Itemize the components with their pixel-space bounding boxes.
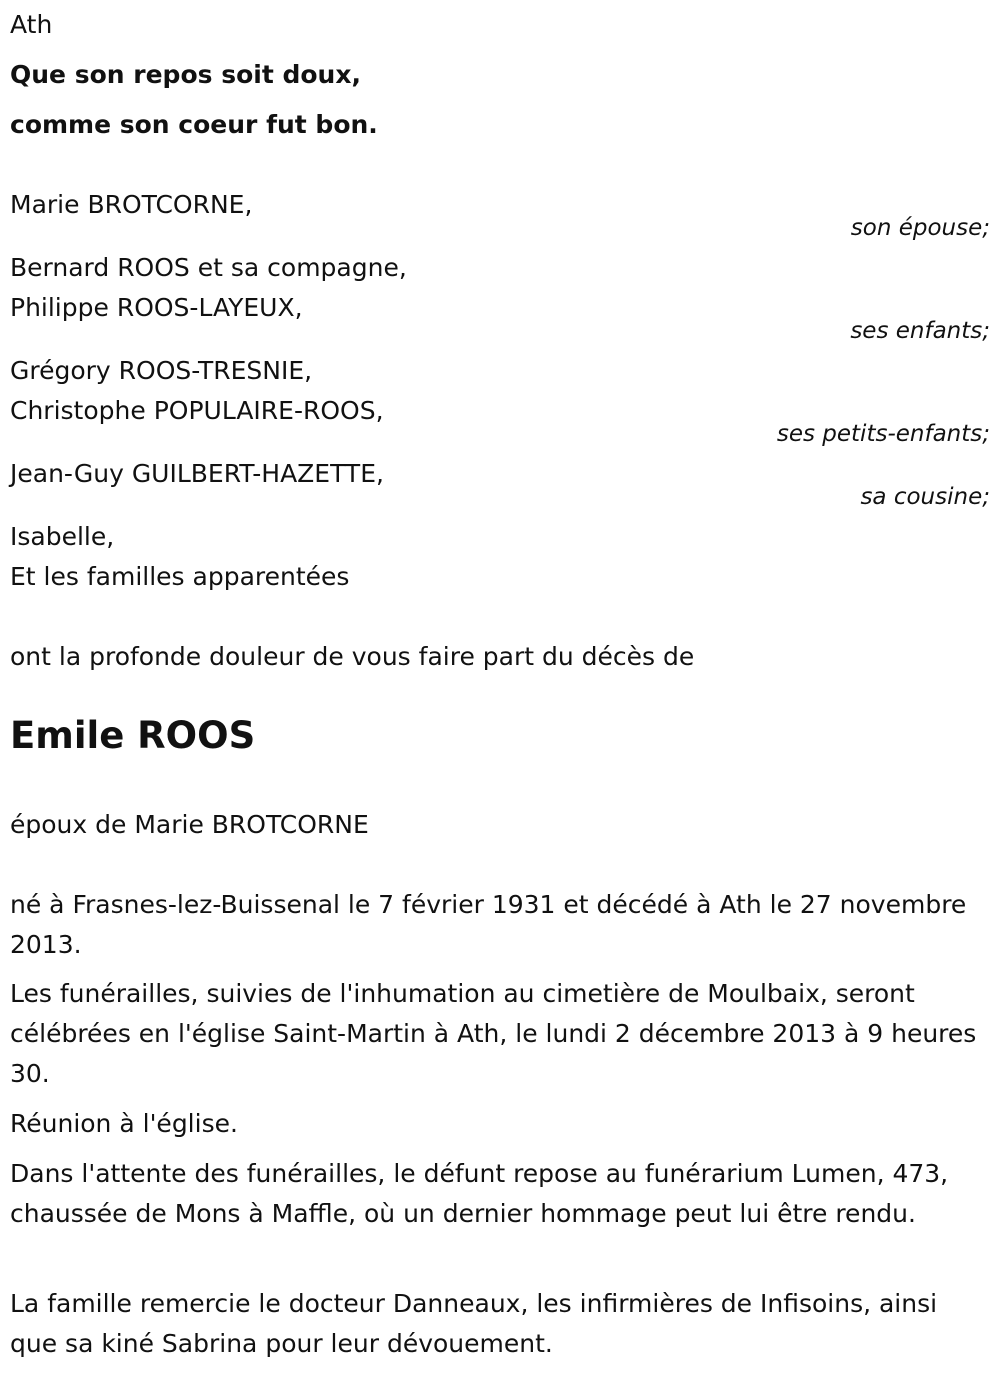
announcement-text: ont la profonde douleur de vous faire part du décès de xyxy=(10,642,695,671)
deceased-relation: époux de Marie BROTCORNE xyxy=(10,810,369,839)
family-name: Et les familles apparentées xyxy=(10,562,350,591)
family-name: Grégory ROOS-TRESNIE, xyxy=(10,356,313,385)
birth-death-paragraph: né à Frasnes-lez-Buissenal le 7 février 1931 et décédé à Ath le 27 novembre 2013. xyxy=(10,890,967,959)
family-name: Jean-Guy GUILBERT-HAZETTE, xyxy=(10,459,384,488)
reunion-paragraph: Réunion à l'église. xyxy=(10,1109,238,1138)
family-role: sa cousine; xyxy=(860,484,990,510)
family-name: Isabelle, xyxy=(10,522,115,551)
family-role: son épouse; xyxy=(850,215,990,241)
epitaph-line-1: Que son repos soit doux, xyxy=(10,60,361,89)
family-role: ses petits-enfants; xyxy=(776,421,990,447)
location-text: Ath xyxy=(10,10,53,39)
family-name: Marie BROTCORNE, xyxy=(10,190,253,219)
epitaph-line-2: comme son coeur fut bon. xyxy=(10,110,378,139)
funerarium-paragraph: Dans l'attente des funérailles, le défunt repose au funérarium Lumen, 473, chaussée de Mons à Maffle, où un dernier hommage peut lui être rendu. xyxy=(10,1159,949,1228)
family-name: Philippe ROOS-LAYEUX, xyxy=(10,293,303,322)
thanks-paragraph: La famille remercie le docteur Danneaux, les infirmières de Infisoins, ainsi que sa kiné Sabrina pour leur dévouement. xyxy=(10,1289,938,1358)
deceased-name: Emile ROOS xyxy=(10,714,256,757)
family-name: Bernard ROOS et sa compagne, xyxy=(10,253,407,282)
family-role: ses enfants; xyxy=(850,318,990,344)
family-name: Christophe POPULAIRE-ROOS, xyxy=(10,396,384,425)
funeral-paragraph: Les funérailles, suivies de l'inhumation au cimetière de Moulbaix, seront célébrées en l'église Saint-Martin à Ath, le lundi 2 décembre 2013 à 9 heures 30. xyxy=(10,979,977,1088)
